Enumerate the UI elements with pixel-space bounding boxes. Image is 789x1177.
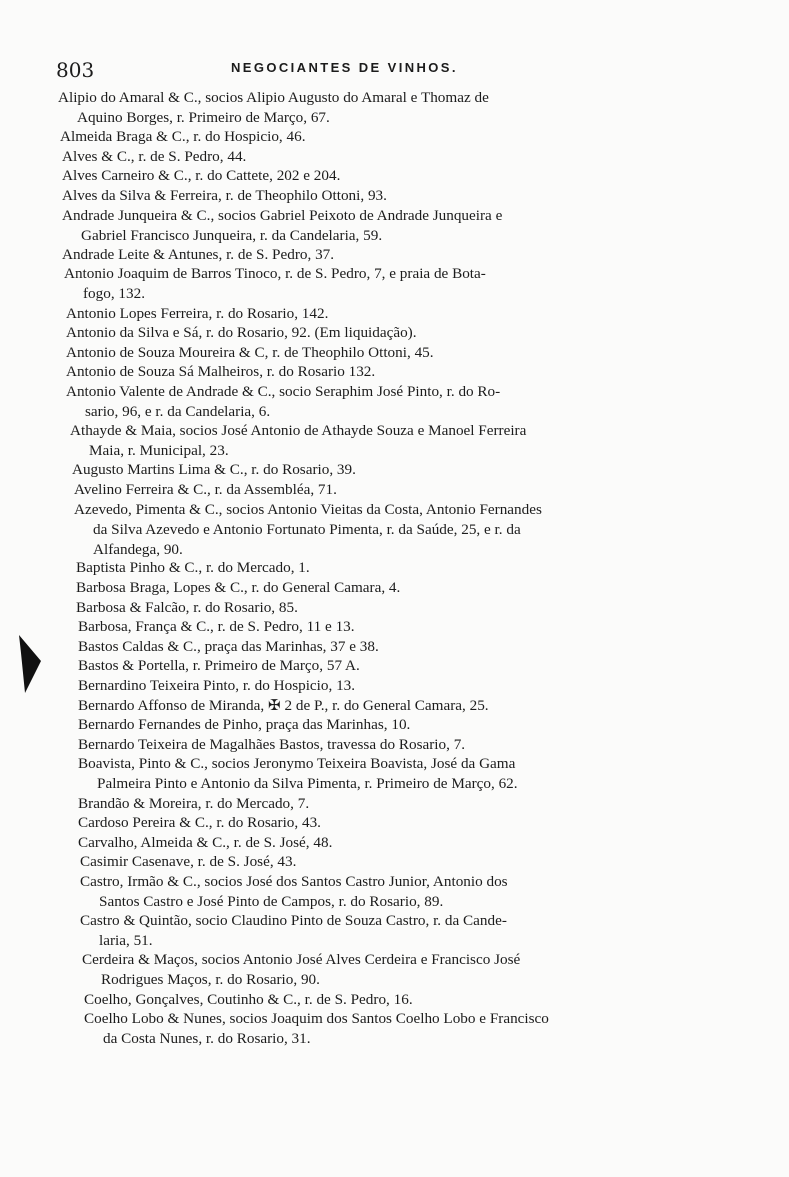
list-item <box>62 147 722 167</box>
entry-first-line: Barbosa & Falcão, r. do Rosario, 85. <box>76 598 298 616</box>
list-item <box>76 578 736 598</box>
entry-first-line: Alves Carneiro & C., r. do Cattete, 202 e 204. <box>62 167 341 185</box>
entry-first-line: Bernardo Teixeira de Magalhães Bastos, travessa do Rosario, 7. <box>78 735 466 753</box>
entry-first-line: Castro & Quintão, socio Claudino Pinto de Souza Castro, r. da Cande- <box>80 912 507 930</box>
entry-first-line: Azevedo, Pimenta & C., socios Antonio Vieitas da Costa, Antonio Fernandes <box>74 500 542 518</box>
entry-first-line: Athayde & Maia, socios José Antonio de Athayde Souza e Manoel Ferreira <box>70 422 527 440</box>
list-item <box>70 421 730 461</box>
list-item <box>78 794 738 814</box>
list-item <box>78 735 738 755</box>
entry-continuation-line: fogo, 132. <box>83 285 146 303</box>
list-item <box>64 264 724 304</box>
list-item <box>66 323 726 343</box>
entry-first-line: Antonio Valente de Andrade & C., socio Seraphim José Pinto, r. do Ro- <box>66 383 501 400</box>
list-item <box>78 617 738 637</box>
list-item <box>78 754 738 794</box>
list-item <box>66 343 726 363</box>
entry-continuation-line: da Silva Azevedo e Antonio Fortunato Pimenta, r. da Saúde, 25, e r. da <box>93 520 521 538</box>
list-item <box>78 676 738 696</box>
entry-first-line: Barbosa Braga, Lopes & C., r. do General Camara, 4. <box>76 579 401 596</box>
page-number: 803 <box>56 58 95 82</box>
list-item <box>82 950 742 990</box>
entry-first-line: Alipio do Amaral & C., socios Alipio Augusto do Amaral e Thomaz de <box>58 89 489 106</box>
entry-continuation-line: da Costa Nunes, r. do Rosario, 31. <box>103 1030 311 1048</box>
entry-continuation-line: Rodrigues Maços, r. do Rosario, 90. <box>101 971 320 989</box>
entry-first-line: Bernardo Affonso de Miranda, ✠ 2 de P., r. do General Camara, 25. <box>78 696 489 714</box>
list-item <box>74 500 734 560</box>
entry-first-line: Casimir Casenave, r. de S. José, 43. <box>80 853 297 871</box>
entry-first-line: Brandão & Moreira, r. do Mercado, 7. <box>78 794 310 812</box>
entry-first-line: Cerdeira & Maços, socios Antonio José Alves Cerdeira e Francisco José <box>82 951 521 969</box>
entry-continuation-line: Palmeira Pinto e Antonio da Silva Pimenta, r. Primeiro de Março, 62. <box>97 775 518 793</box>
list-item <box>78 656 738 676</box>
entry-first-line: Antonio da Silva e Sá, r. do Rosario, 92. (Em liquidação). <box>66 324 417 342</box>
entry-continuation-line: Aquino Borges, r. Primeiro de Março, 67. <box>77 109 330 126</box>
entry-continuation-line: laria, 51. <box>99 932 153 950</box>
entry-first-line: Barbosa, França & C., r. de S. Pedro, 11 e 13. <box>78 618 355 636</box>
list-item <box>62 245 722 265</box>
entry-first-line: Bernardino Teixeira Pinto, r. do Hospicio, 13. <box>78 677 356 694</box>
entry-first-line: Andrade Leite & Antunes, r. de S. Pedro, 37. <box>62 245 335 263</box>
list-item <box>80 911 740 951</box>
entry-continuation-line: Gabriel Francisco Junqueira, r. da Candelaria, 59. <box>81 226 383 244</box>
list-item <box>62 206 722 246</box>
list-item <box>60 127 720 147</box>
list-item <box>66 304 726 324</box>
list-item <box>84 1009 744 1049</box>
list-item <box>62 166 722 186</box>
list-item <box>84 990 744 1010</box>
entry-first-line: Castro, Irmão & C., socios José dos Santos Castro Junior, Antonio dos <box>80 873 508 890</box>
list-item <box>80 872 740 912</box>
entry-first-line: Coelho, Gonçalves, Coutinho & C., r. de S. Pedro, 16. <box>84 990 413 1008</box>
entry-first-line: Antonio de Souza Sá Malheiros, r. do Rosario 132. <box>66 363 376 381</box>
list-item <box>66 382 726 422</box>
entry-first-line: Andrade Junqueira & C., socios Gabriel Peixoto de Andrade Junqueira e <box>62 206 503 224</box>
list-item <box>78 813 738 833</box>
list-item <box>76 558 736 578</box>
entry-first-line: Alves da Silva & Ferreira, r. de Theophilo Ottoni, 93. <box>62 187 387 204</box>
entry-first-line: Augusto Martins Lima & C., r. do Rosario, 39. <box>72 461 356 479</box>
list-item <box>74 480 734 500</box>
entry-first-line: Carvalho, Almeida & C., r. de S. José, 48. <box>78 833 333 851</box>
entry-continuation-line: Alfandega, 90. <box>93 540 183 558</box>
entry-first-line: Almeida Braga & C., r. do Hospicio, 46. <box>60 128 306 146</box>
entry-first-line: Cardoso Pereira & C., r. do Rosario, 43. <box>78 814 321 832</box>
entry-first-line: Alves & C., r. de S. Pedro, 44. <box>62 147 247 165</box>
list-item <box>78 637 738 657</box>
entry-first-line: Avelino Ferreira & C., r. da Assembléa, 71. <box>74 481 337 498</box>
list-item <box>72 460 732 480</box>
entry-first-line: Baptista Pinho & C., r. do Mercado, 1. <box>76 559 310 577</box>
entry-first-line: Boavista, Pinto & C., socios Jeronymo Teixeira Boavista, José da Gama <box>78 755 516 773</box>
entry-first-line: Bastos Caldas & C., praça das Marinhas, 37 e 38. <box>78 637 379 655</box>
entry-first-line: Coelho Lobo & Nunes, socios Joaquim dos Santos Coelho Lobo e Francisco <box>84 1010 549 1028</box>
list-item <box>58 88 718 128</box>
entry-first-line: Antonio Lopes Ferreira, r. do Rosario, 142. <box>66 304 329 322</box>
entry-first-line: Antonio de Souza Moureira & C, r. de Theophilo Ottoni, 45. <box>66 343 434 361</box>
list-item <box>78 696 738 716</box>
list-item <box>76 598 736 618</box>
entry-first-line: Antonio Joaquim de Barros Tinoco, r. de S. Pedro, 7, e praia de Bota- <box>64 265 486 283</box>
running-title: NEGOCIANTES DE VINHOS. <box>231 60 458 75</box>
entry-continuation-line: Maia, r. Municipal, 23. <box>89 442 229 460</box>
entry-continuation-line: sario, 96, e r. da Candelaria, 6. <box>85 403 271 420</box>
entry-first-line: Bernardo Fernandes de Pinho, praça das Marinhas, 10. <box>78 716 411 734</box>
list-item <box>80 852 740 872</box>
entry-first-line: Bastos & Portella, r. Primeiro de Março, 57 A. <box>78 657 360 675</box>
list-item <box>78 833 738 853</box>
list-item <box>62 186 722 206</box>
list-item <box>66 362 726 382</box>
entry-continuation-line: Santos Castro e José Pinto de Campos, r. do Rosario, 89. <box>99 893 444 910</box>
list-item <box>78 715 738 735</box>
